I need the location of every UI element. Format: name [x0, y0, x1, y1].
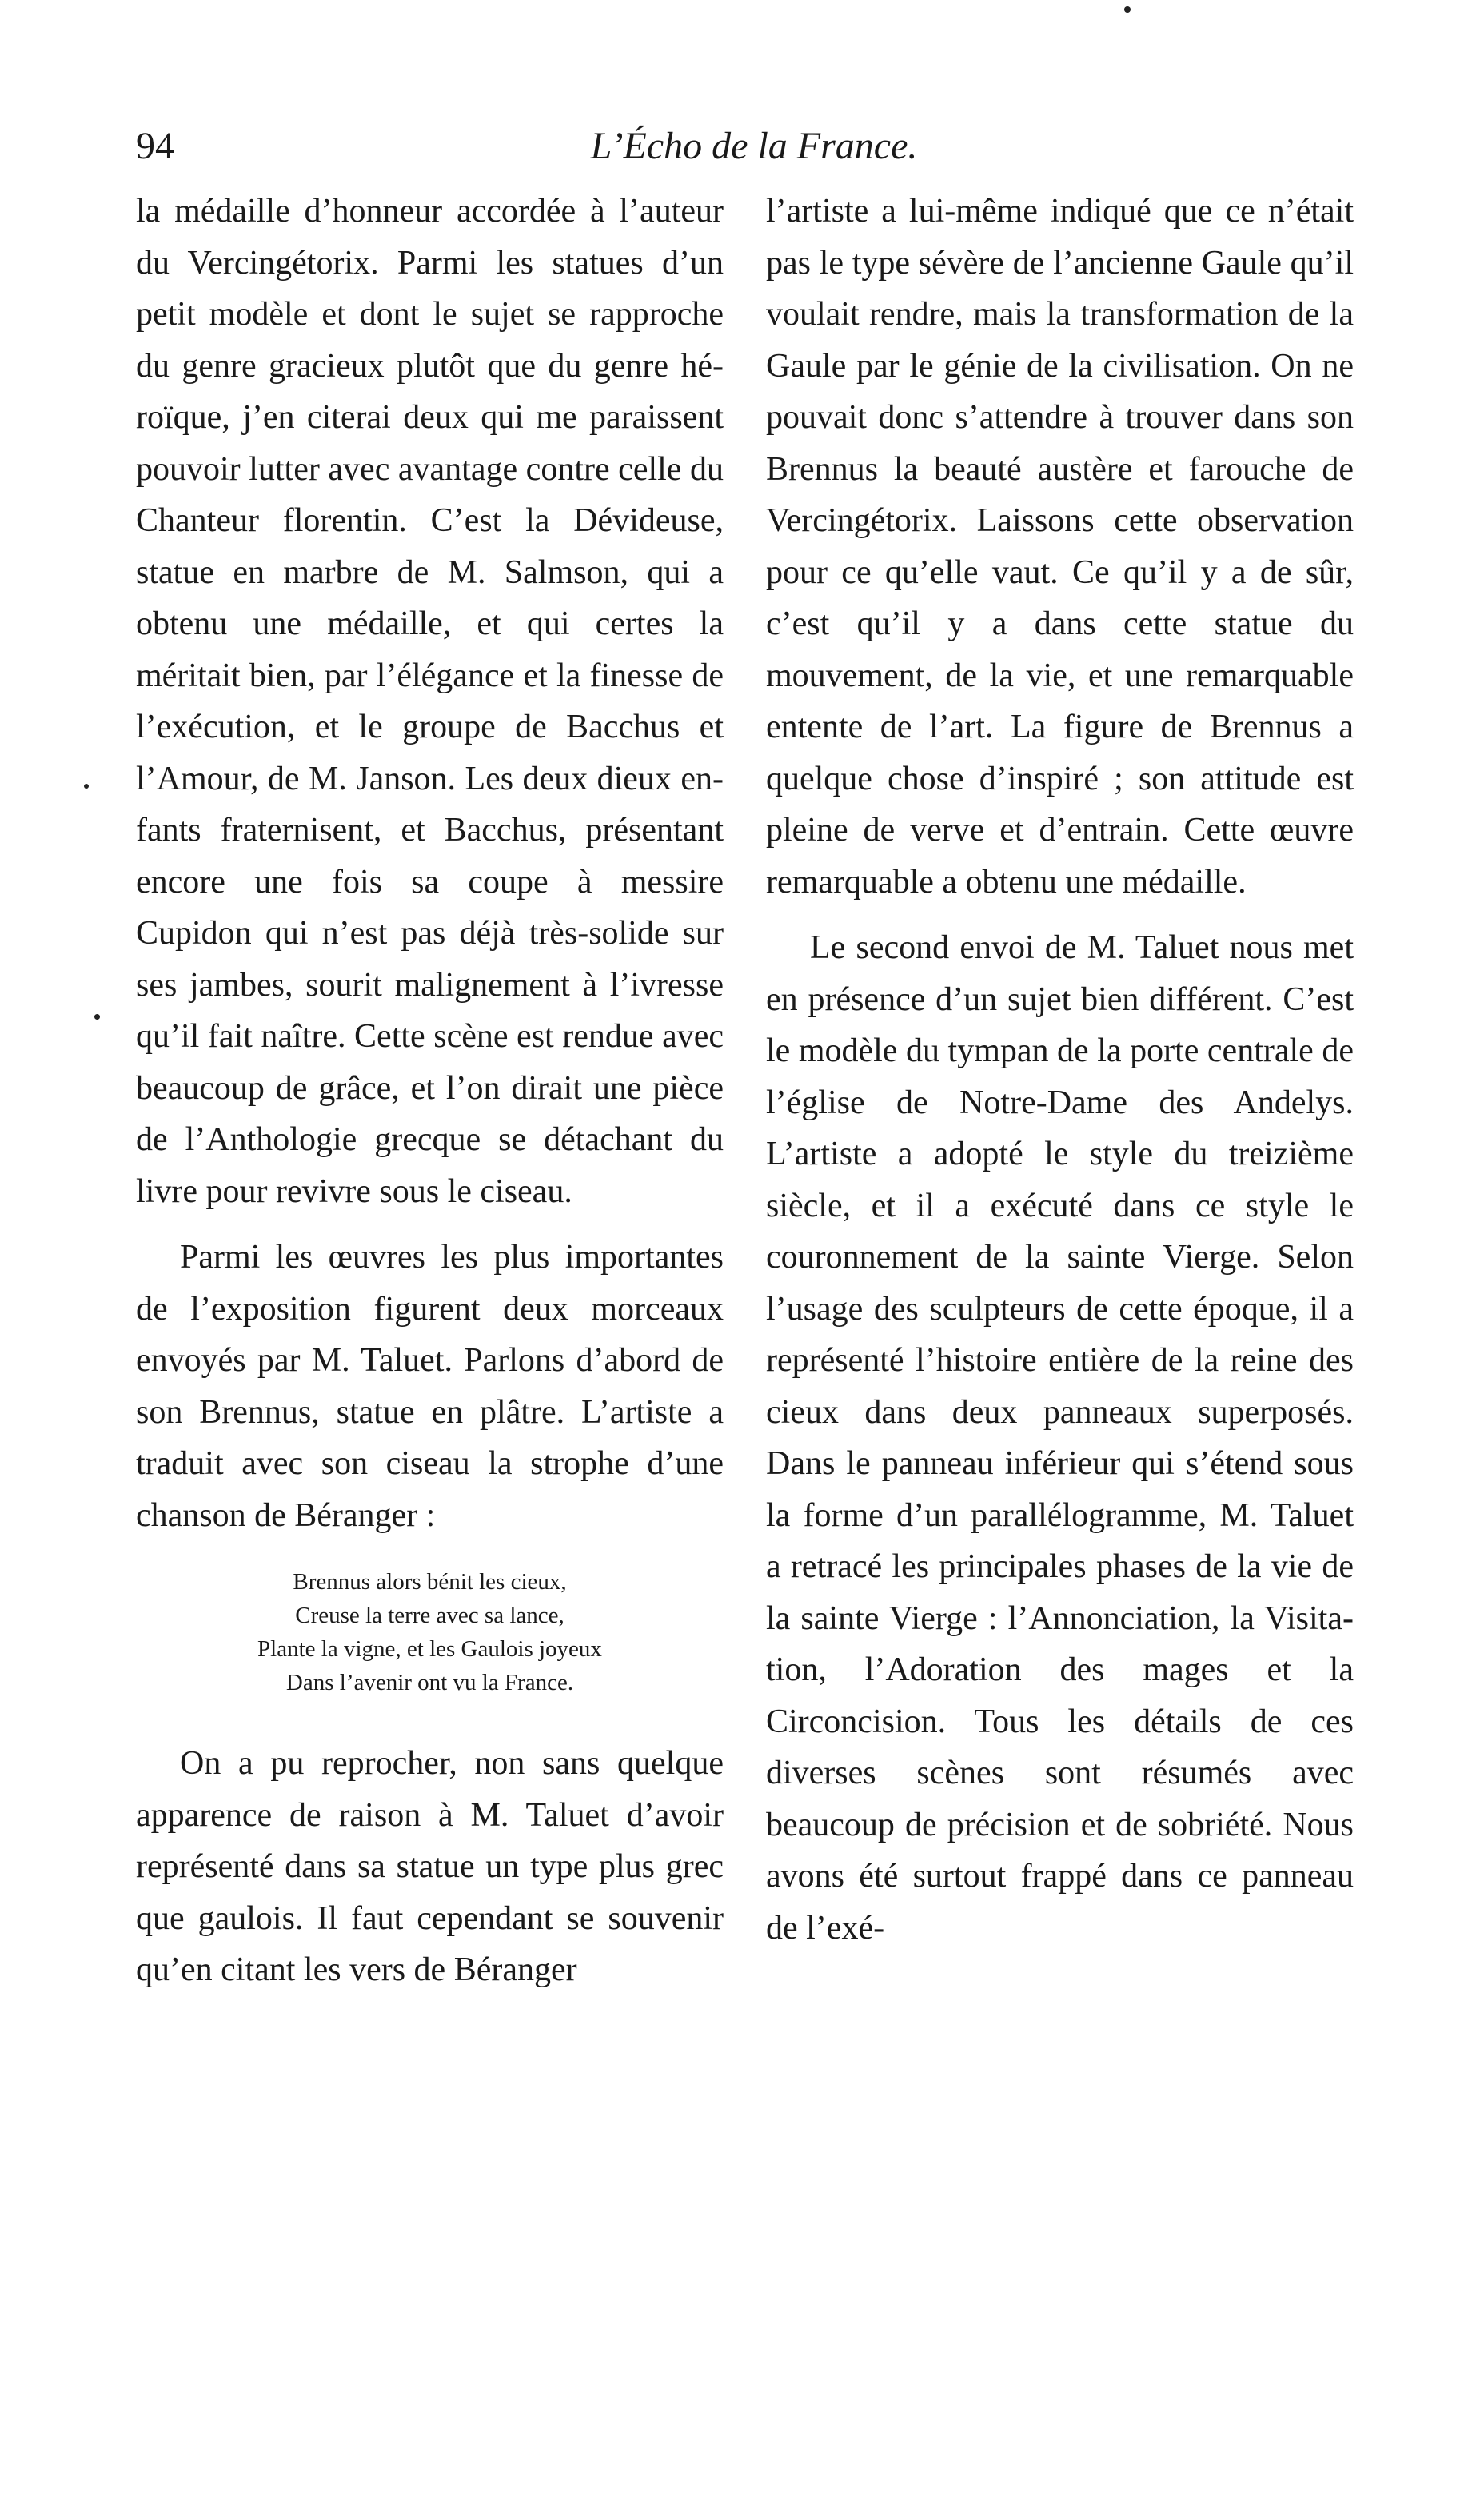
paragraph: On a pu reprocher, non sans quelque apparence de raison à M. Taluet d’avoir représenté dans sa statue un type plus grec que gaulois. Il faut cependant se souvenir qu’en citant les vers de Béranger: [136, 1745, 724, 1988]
running-header: [136, 118, 1372, 174]
left-column: [136, 186, 724, 1996]
verse-line: Brennus alors bénit les cieux,: [293, 1569, 567, 1595]
verse-line: Creuse la terre avec sa lance,: [295, 1603, 564, 1628]
right-column: [766, 186, 1354, 1954]
ink-speck-top: [1124, 6, 1131, 13]
verse-line: Plante la vigne, et les Gaulois joyeux: [257, 1636, 602, 1662]
page-number: 94: [136, 125, 174, 167]
paragraph: la médaille d’honneur accordée à l’auteur du Vercingétorix. Parmi les statues d’un petit modèle et dont le sujet se rapproche du genre gracieux plutôt que du genre héroïque, j’en citerai deux qui me paraissent pouvoir lutter avec avantage contre celle du Chanteur florentin. C’est la Dévideuse, statue en marbre de M. Salmson, qui a obtenu une médaille, et qui certes la méritait bien, par l’élégance et la finesse de l’exécution, et le groupe de Bacchus et l’Amour, de M. Janson. Les deux dieux enfants fraternisent, et Bacchus, présentant encore une fois sa coupe à messire Cupidon qui n’est pas déjà très-solide sur ses jambes, sourit malignement à l’ivresse qu’il fait naître. Cette scène est rendue avec beaucoup de grâce, et l’on dirait une pièce de l’Anthologie grecque se détachant du livre pour revivre sous le ciseau.: [136, 193, 724, 1210]
verse-line: Dans l’avenir ont vu la France.: [285, 1670, 574, 1695]
ink-speck-margin-upper: [84, 784, 89, 789]
paragraph: l’artiste a lui-même indiqué que ce n’était pas le type sévère de l’ancienne Gaule qu’il voulait rendre, mais la transformation de la Gaule par le génie de la civilisation. On ne pouvait donc s’attendre à trouver dans son Brennus la beauté austère et farouche de Vercingétorix. Laissons cette observation pour ce qu’elle vaut. Ce qu’il y a de sûr, c’est qu’il y a dans cette statue du mouvement, de la vie, et une remarquable entente de l’art. La figure de Brennus a quelque chose d’inspiré ; son attitude est pleine de verve et d’entrain. Cette œuvre remarquable a obtenu une médaille.: [766, 193, 1354, 901]
paragraph: Le second envoi de M. Taluet nous met en présence d’un sujet bien différent. C’est le modèle du tympan de la porte centrale de l’église de Notre-Dame des Andelys. L’artiste a adopté le style du treizième siècle, et il a exécuté dans ce style le couronnement de la sainte Vierge. Selon l’usage des sculpteurs de cette époque, il a représenté l’histoire entière de la reine des cieux dans deux panneaux superposés. Dans le panneau inférieur qui s’étend sous la forme d’un parallélogramme, M. Taluet a retracé les principales phases de la vie de la sainte Vierge : l’Annonciation, la Visitation, l’Adoration des mages et la Circoncision. Tous les détails de ces diverses scènes sont résumés avec beaucoup de précision et de sobriété. Nous avons été surtout frappé dans ce panneau de l’exé-: [766, 929, 1354, 1947]
running-title: L’Écho de la France.: [590, 125, 918, 167]
verse-quotation: [136, 1541, 724, 1738]
ink-speck-margin-lower: [94, 1014, 100, 1020]
paragraph: Parmi les œuvres les plus importantes de l’exposition figurent deux morceaux envoyés par M. Taluet. Parlons d’abord de son Brennus, statue en plâtre. L’artiste a traduit avec son ciseau la strophe d’une chanson de Béranger :: [136, 1239, 724, 1534]
